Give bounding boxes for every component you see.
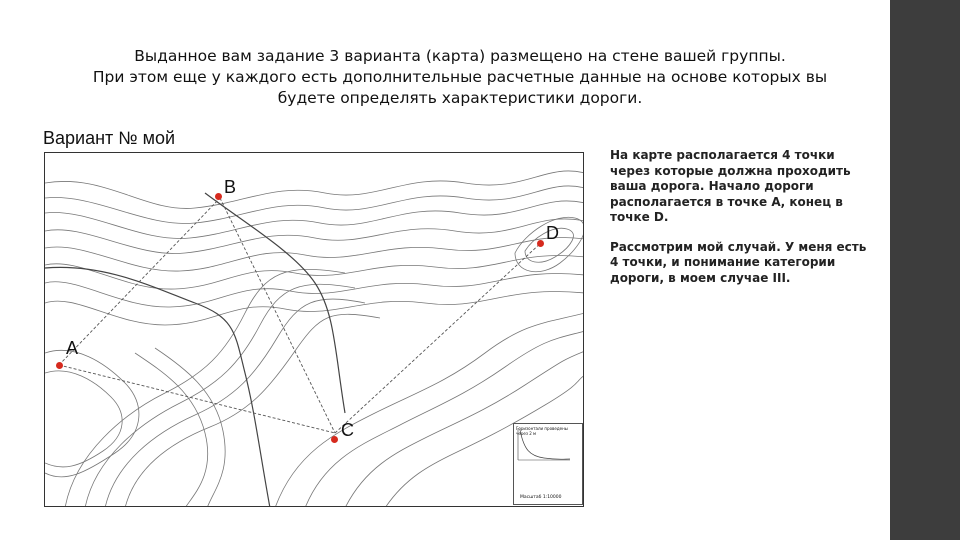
variant-title: Вариант № мой [43, 128, 176, 148]
side-paragraph-2: Рассмотрим мой случай. У меня есть 4 точки, и понимание категории дороги, в моем случае III. [610, 239, 867, 285]
point-b-marker [215, 193, 222, 200]
heading-line-2: При этом еще у каждого есть дополнительные расчетные данные на основе которых вы [92, 68, 828, 86]
legend-scale: Масштаб 1:10000 [520, 495, 562, 500]
point-c-marker [331, 436, 338, 443]
side-description [610, 148, 870, 300]
legend-curve-icon [514, 424, 574, 464]
contour-lines [45, 153, 584, 507]
heading-line-3: будете определять характеристики дороги. [277, 89, 643, 107]
point-a-marker [56, 362, 63, 369]
point-b-label: B [224, 177, 237, 197]
legend-text: Горизонтали проведены через 2 м [516, 426, 568, 436]
side-paragraph-1: На карте располагается 4 точки через которые должна проходить ваша дорога. Начало дороги располагается в точке А, конец в точке D. [610, 148, 851, 224]
point-c-label: C [341, 420, 354, 440]
topographic-map [44, 152, 584, 507]
side-bar-decoration [890, 0, 960, 540]
heading-line-1: Выданное вам задание 3 варианта (карта) размещено на стене вашей группы. [134, 47, 786, 65]
map-legend [513, 423, 583, 505]
slide-heading [40, 46, 880, 109]
point-d-label: D [546, 223, 559, 243]
point-a-label: A [66, 338, 79, 358]
point-d-marker [537, 240, 544, 247]
